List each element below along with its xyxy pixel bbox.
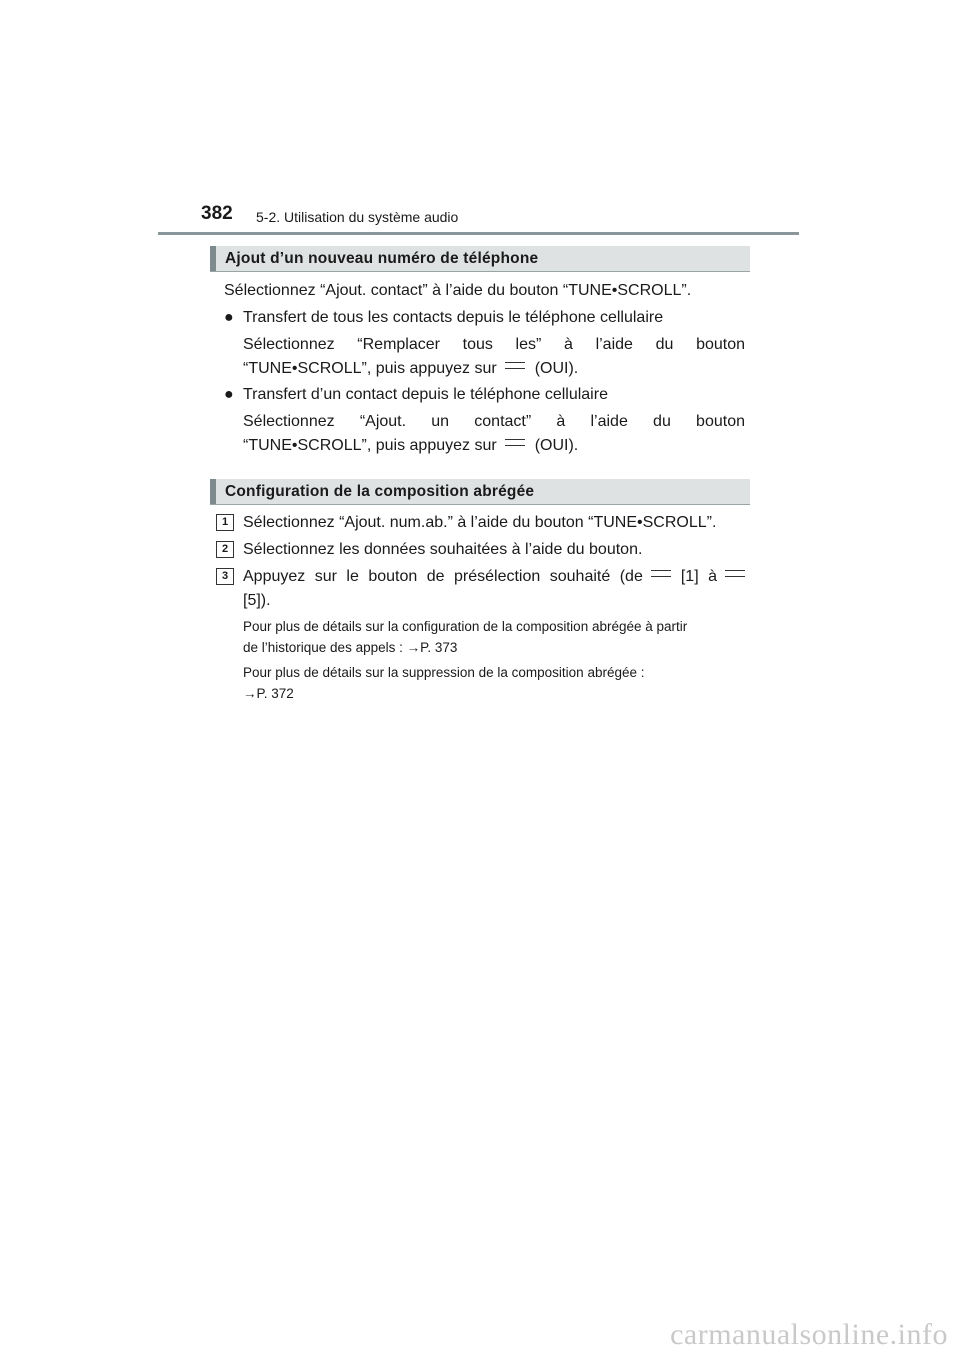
bullet-body-line: Sélectionnez “Remplacer tous les” à l’aide du bouton (243, 336, 745, 353)
bullet-body-text: (OUI). (534, 360, 579, 377)
bullet-body-line (243, 434, 745, 458)
step-text (243, 565, 745, 589)
step-text: Sélectionnez “Ajout. num.ab.” à l’aide du bouton “TUNE•SCROLL”. (243, 514, 717, 531)
bullet-body-text: (OUI). (534, 437, 579, 454)
bullet-body-line: Sélectionnez “Ajout. un contact” à l’aide du bouton (243, 413, 745, 430)
button-icon (651, 570, 671, 577)
note-line: Pour plus de détails sur la suppression de la composition abrégée : (243, 665, 645, 680)
bullet-heading: Transfert d’un contact depuis le téléphone cellulaire (243, 386, 608, 403)
step-text-part: [1] à (680, 568, 717, 585)
note-line: →P. 372 (243, 686, 294, 701)
section-heading-bar (210, 479, 750, 505)
section-accent (210, 479, 216, 504)
step-text: Sélectionnez les données souhaitées à l’aide du bouton. (243, 541, 643, 558)
step-number-box: 3 (216, 568, 234, 585)
button-icon (505, 439, 525, 446)
step-text-part: Appuyez sur le bouton de présélection souhaité (de (243, 568, 643, 585)
note-line: de l’historique des appels : →P. 373 (243, 640, 458, 655)
section-title: Ajout d’un nouveau numéro de téléphone (225, 250, 539, 267)
page-number: 382 (201, 203, 233, 224)
bullet-body-text: “TUNE•SCROLL”, puis appuyez sur (243, 437, 497, 454)
note-line: Pour plus de détails sur la configuration de la composition abrégée à partir (243, 619, 688, 634)
bullet-heading: Transfert de tous les contacts depuis le téléphone cellulaire (243, 309, 664, 326)
bullet-icon: ● (224, 309, 234, 326)
intro-paragraph: Sélectionnez “Ajout. contact” à l’aide du bouton “TUNE•SCROLL”. (224, 282, 692, 299)
button-icon (725, 570, 745, 577)
section-title: Configuration de la composition abrégée (225, 483, 535, 500)
watermark: carmanualsonline.info (670, 1318, 948, 1351)
bullet-body-line (243, 357, 745, 381)
step-text-continued: [5]). (243, 592, 271, 609)
bullet-body-text: “TUNE•SCROLL”, puis appuyez sur (243, 360, 497, 377)
running-head: 5-2. Utilisation du système audio (256, 209, 459, 225)
step-number-box: 1 (216, 514, 234, 531)
section-accent (210, 246, 216, 271)
step-number-box: 2 (216, 541, 234, 558)
section-heading-bar (210, 246, 750, 272)
button-icon (505, 362, 525, 369)
bullet-icon: ● (224, 386, 234, 403)
header-rule (158, 232, 799, 235)
